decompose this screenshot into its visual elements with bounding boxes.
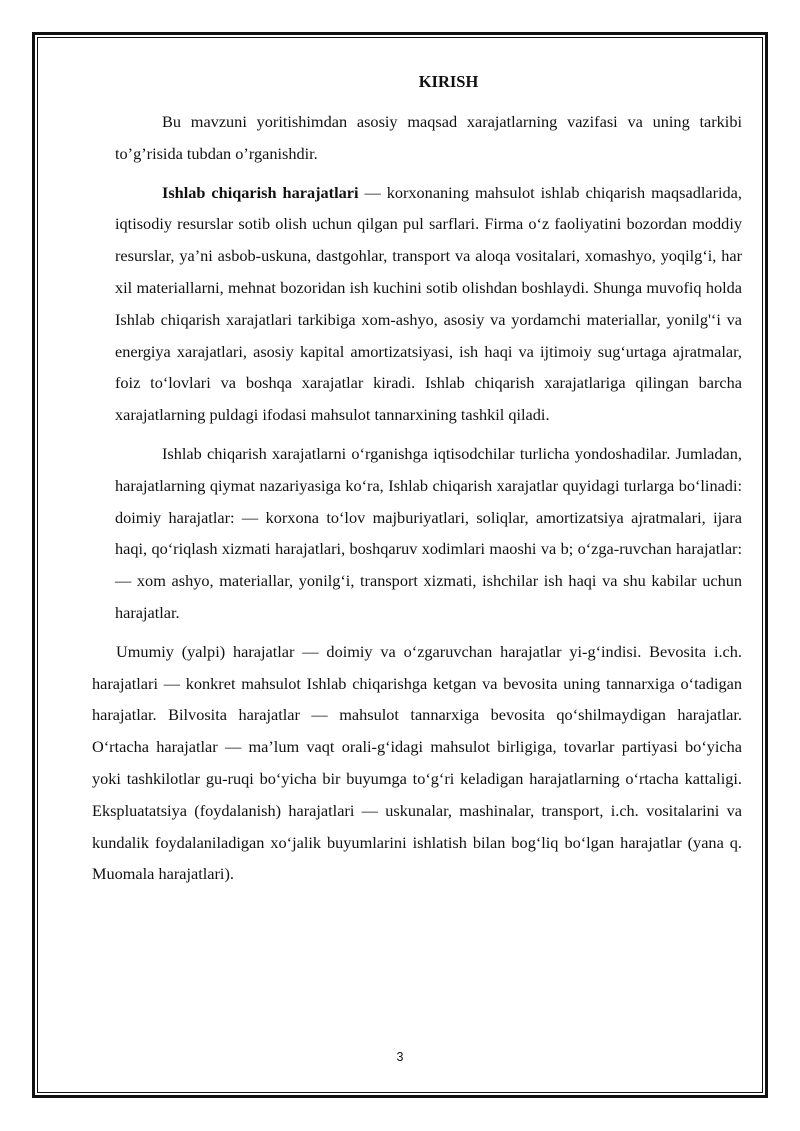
paragraph-classification: Ishlab chiqarish xarajatlarni o‘rganishga iqtisodchilar turlicha yondoshadilar. Jumladan, harajatlarning qiymat nazariyasiga ko‘ra, Ishlab chiqarish xarajatlar quyidagi turlarga bo‘linadi: doimiy harajatlar: — korxona to‘lov majburiyatlari, soliqlar, amortizatsiya ajratmalari, ijara haqi, qo‘riqlash xizmati harajatlari, boshqaruv xodimlari maoshi va b; o‘zga-ruvchan harajatlar: — xom ashyo, materiallar, yonilg‘i, transport xizmati, ishchilar ish haqi va shu kabilar uchun harajatlar. (115, 443, 742, 622)
defined-term: Ishlab chiqarish harajatlari (162, 182, 359, 202)
page-heading: KIRISH (418, 72, 479, 91)
paragraph-intro: Bu mavzuni yoritishimdan asosiy maqsad xarajatlarning vazifasi va uning tarkibi to’g’risida tubdan o’rganishdir. (115, 112, 742, 163)
page-number: 3 (396, 1050, 404, 1064)
paragraph-types: Umumiy (yalpi) harajatlar — doimiy va o‘zgaruvchan harajatlar yi-g‘indisi. Bevosita i.ch. harajatlari — konkret mahsulot Ishlab chiqarishga ketgan va bevosita uning tannarxiga o‘tadigan harajatlar. Bilvosita harajatlar — mahsulot tannarxiga bevosita qo‘shilmaydigan harajatlar. O‘rtacha harajatlar — ma’lum vaqt orali-g‘idagi mahsulot birligiga, tovarlar partiyasi bo‘yicha yoki tashkilotlar gu-ruqi bo‘yicha bir buyumga to‘g‘ri keladigan harajatlarning o‘rtacha kattaligi. Ekspluatatsiya (foydalanish) harajatlari — uskunalar, mashinalar, transport, i.ch. vositalarini va kundalik foydalaniladigan xo‘jalik buyumlarini ishlatish bilan bog‘liq bo‘lgan harajatlar (yana q. Muomala harajatlari). (92, 641, 742, 884)
document-body (92, 72, 742, 897)
paragraph-definition (115, 177, 742, 431)
definition-text: — korxonaning mahsulot ishlab chiqarish maqsadlarida, iqtisodiy resurslar sotib olish uchun qilgan pul sarflari. Firma o‘z faoliyatini bozordan moddiy resurslar, ya’ni asbob-uskuna, dastgohlar, transport va aloqa vositalari, xomashyo, yoqilg‘i, har xil materiallarni, mehnat bozoridan ish kuchini sotib olishdan boshlaydi. Shunga muvofiq holda Ishlab chiqarish xarajatlari tarkibiga xom-ashyo, asosiy va yordamchi materiallar, yonilg'‘i va energiya xarajatlari, asosiy kapital amortizatsiyasi, ish haqi va ijtimoiy sug‘urtaga ajratmalar, foiz to‘lovlari va boshqa xarajatlar kiradi. Ishlab chiqarish xarajatlariga qilingan barcha xarajatlarning puldagi ifodasi mahsulot tannarxining tashkil qiladi. (115, 182, 742, 425)
